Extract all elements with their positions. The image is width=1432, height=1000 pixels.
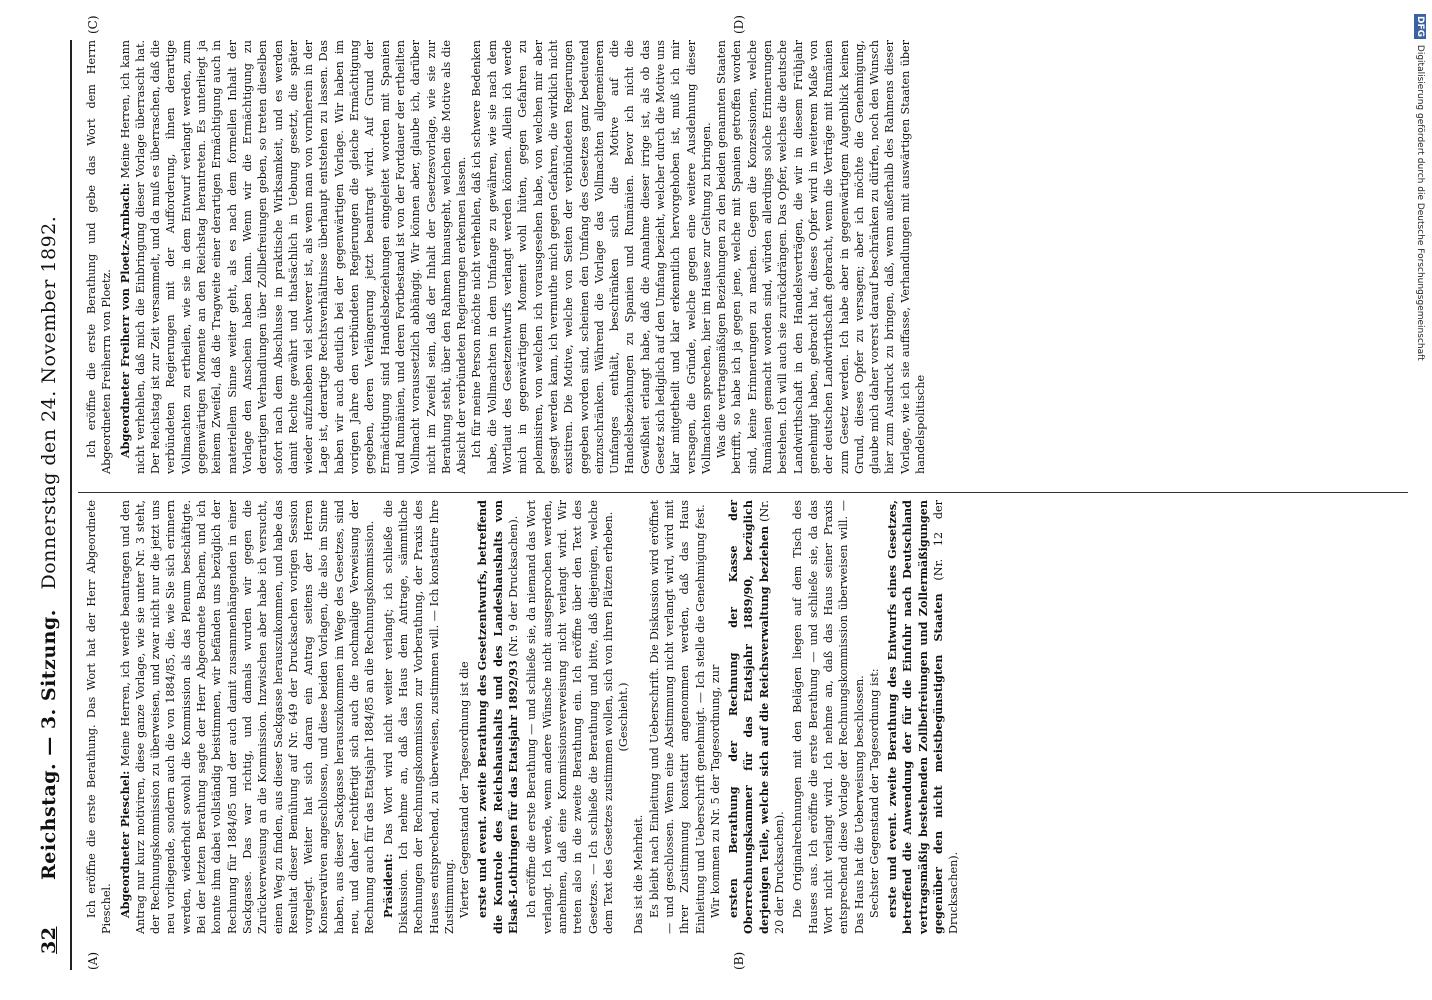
paragraph: Es bleibt nach Einleitung und Ueberschrift. Die Diskussion wird eröffnet — und geschlossen. Wenn eine Abstimmung nicht verlangt wird, wird mit Ihrer Zustimmung konstatirt angenommen werden, daß das Haus Einleitung und Ueberschrift genehmigt. — Ich stelle die Genehmigung fest. bbox=[647, 500, 707, 934]
paragraph: Das ist die Mehrheit. bbox=[632, 814, 646, 934]
agenda-item-6 bbox=[885, 500, 961, 934]
watermark-text: Digitalisierung gefördert durch die Deutsche Forschungsgemeinschaft bbox=[1415, 44, 1425, 361]
speech-text: Meine Herren, ich kann nicht verhehlen, daß mich die Einbringung dieser Vorlage überrascht hat. Der Reichstag ist zur Zeit versammelt, und da muß es überraschen, daß die verbündeten Regierungen mit der Aufforderung, ihnen derartige Vollmachten zu ertheilen, wie sie in dem Entwurf verlangt werden, zum gegenwärtigen Momente an den Reichstag herantreten. Es unterliegt ja keinem Zweifel, daß die Tragweite einer derartigen Ermächtigung auch in materiellem Sinne weiter geht, als es nach dem formellen Inhalt der Vorlage den Anschein haben kann. Wenn wir die Ermächtigung zu derartigen Verhandlungen über Zollbefreiungen geben, so treten dieselben sofort nach dem Abschlusse in praktische Wirksamkeit, und es werden damit Rechte gewährt und thatsächlich in Uebung gesetzt, die später wieder aufzuheben viel schwerer ist, als wenn man von vornherein in der Lage ist, derartige Rechtsverhältnisse überhaupt entstehen zu lassen. Das haben wir auch deutlich bei der gegenwärtigen Vorlage. Wir haben im vorigen Jahre den verbündeten Regierungen die gleiche Ermächtigung gegeben, deren Verlängerung jetzt beantragt wird. Auf Grund der Ermächtigung sind Handelsbeziehungen eingeleitet worden mit Spanien und Rumänien, und deren Fortbestand ist von der Fortdauer der ertheilten Vollmacht voraussetzlich abhängig. Wir können aber, glaube ich, darüber nicht im Zweifel sein, daß der Inhalt der Gesetzesvorlage, wie sie zur Berathung steht, über den Rahmen hinausgeht, welchen die Motive als die Absicht der verbündeten Regierungen erkennen lassen. bbox=[118, 40, 469, 474]
dfg-logo: DFG bbox=[1415, 16, 1425, 38]
agenda-ref: (Nr. 12 der Drucksachen). bbox=[932, 500, 961, 934]
margin-marker-a: (A) bbox=[86, 951, 100, 970]
stage-direction: (Geschieht.) bbox=[617, 682, 631, 752]
agenda-item-4 bbox=[475, 500, 521, 934]
running-head bbox=[38, 216, 68, 880]
margin-marker-b: (B) bbox=[732, 951, 746, 970]
page-number: 32 bbox=[38, 926, 60, 954]
speech-president bbox=[381, 500, 457, 934]
speech-pieschel bbox=[118, 500, 378, 934]
running-head-date: Donnerstag den 24. November 1892. bbox=[38, 215, 60, 590]
paragraph: Ich eröffne die erste Berathung und gebe das Wort dem Herrn Abgeordneten Freiherrn von Ploetz. bbox=[85, 40, 114, 474]
agenda-title: ersten Berathung der Rechnung der Kasse der Oberrechnungskammer für das Etatsjahr 1889/90, bezüglich derjenigen Teile, welche sich auf die Reichsverwaltung beziehen bbox=[726, 500, 771, 934]
paragraph: Sechster Gegenstand der Tagesordnung ist: bbox=[867, 668, 881, 918]
column-divider bbox=[78, 492, 1408, 493]
paragraph: Ich eröffne die erste Berathung — und schließe sie, da niemand das Wort verlangt. Ich werde, wenn andere Wünsche nicht ausgesprochen werden, annehmen, daß eine Kommissionsverweisung nicht verlangt wird. Wir treten also in die zweite Berathung ein. Ich eröffne über den Text des Gesetzes. — Ich schließe die Berathung und bitte, daß diejenigen, welche dem Text des Gesetzes zustimmen wollen, sich von ihren Plätzen erheben. bbox=[525, 500, 615, 934]
agenda-title: erste und event. zweite Berathung des Entwurfs eines Gesetzes, betreffend die Anwendung der für die Einfuhr nach Deutschland vertragsmäßig bestehenden Zollbefreiungen und Zollermäßigungen gegenüber den nicht meistbegünstigten Staaten bbox=[885, 500, 946, 934]
agenda-title: erste und event. zweite Berathung des Gesetzentwurfs, betreffend die Kontrole des Reichshaushalts und des Landeshaushalts von Elsaß-Lothringen für das Etatsjahr 1892/93 bbox=[475, 500, 521, 934]
speech-text: Das Wort wird nicht weiter verlangt; ich schließe die Diskussion. Ich nehme an, daß das Haus dem Antrage, sämmtliche Rechnungen der Rechnungskommission zur Vorberathung, der Praxis des Hauses entsprechend, zu überweisen, zustimmen will. — Ich konstatire Ihre Zustimmung. bbox=[381, 500, 456, 934]
speech-text: Meine Herren, ich werde beantragen und den Antrag nur kurz motiviren, diese ganze Vorlage, wie sie unter Nr. 3 steht, der Rechnungskommission zu überweisen, und zwar nicht nur die jetzt uns neu vorliegende, sondern auch die von 1884/85, die, wie Sie sich erinnern werden, wiederholt sowohl die Kommission als das Plenum beschäftigte. Bei der letzten Berathung sagte der Herr Abgeordnete Bachem, und ich konnte ihm dabei vollständig beistimmen, wir befänden uns bezüglich der Rechnung für 1884/85 und der auch damit zusammenhängenden in einer Sackgasse. Das war richtig, und damals wurden wir gegen die Zurückverweisung an die Kommission. Inzwischen aber habe ich versucht, einen Weg zu finden, aus dieser Sackgasse herauszukommen, und habe das Resultat dieser Bemühung auf Nr. 649 der Drucksachen vorigen Session vorgelegt. Weiter hat sich daran ein Antrag seitens der Herren Konservativen angeschlossen, und diese beiden Vorlagen, die also im Sinne haben, aus dieser Sackgasse herauszukommen im Wege des Gesetzes, sind neu, und daher rechtfertigt sich auch die nochmalige Verweisung der Rechnung auch für das Etatsjahr 1884/85 an die Rechnungskommission. bbox=[118, 500, 377, 934]
paragraph: Was die vertragsmäßigen Beziehungen zu den beiden genannten Staaten betrifft, so habe ich ja gegen jene, welche mit Spanien getroffen worden sind, keine Erinnerungen zu machen. Gegen die Konzessionen, welche Rumänien gemacht worden sind, würden allerdings solche Erinnerungen bestehen. Ich will auch sie zurückdrängen. Das Opfer, welches die deutsche Landwirthschaft in den Handelsverträgen, die wir in diesem Frühjahr genehmigt haben, gebracht hat, dieses Opfer wird in weiterem Maße von der deutschen Landwirthschaft gebracht, wenn die Verträge mit Rumänien zum Gesetz werden. Ich habe aber in gegenwärtigem Augenblick keinen Grund, dieses Opfer zu versagen; aber ich möchte die Genehmigung, glaube mich daher vorerst darauf beschränken zu dürfen, noch den Wunsch hier zum Ausdruck zu bringen, daß, wenn außerhalb des Rahmens dieser Vorlage, wie ich sie auffasse, Verhandlungen mit auswärtigen Staaten über handelspolitische bbox=[715, 40, 928, 474]
margin-marker-d: (D) bbox=[732, 15, 746, 34]
left-column bbox=[84, 500, 962, 934]
paragraph: Ich eröffne die erste Berathung. Das Wort hat der Herr Abgeordnete Pieschel. bbox=[85, 500, 114, 934]
paragraph: Wir kommen zu Nr. 5 der Tagesordnung, zur bbox=[708, 664, 722, 918]
dfg-watermark bbox=[1414, 14, 1426, 361]
agenda-ref: (Nr. 20 der Drucksachen). bbox=[757, 500, 787, 934]
paragraph: Die Originalrechnungen mit den Belägen liegen auf dem Tisch des Hauses aus. Ich eröffne die erste Berathung — und schließe sie, da das Wort nicht verlangt wird. Ich nehme an, daß das Haus seiner Praxis entsprechend diese Vorlage der Rechnungskommission überweisen will. — Das Haus hat die Ueberweisung beschlossen. bbox=[791, 500, 866, 934]
agenda-item-5 bbox=[726, 500, 787, 934]
speech-ploetz bbox=[118, 40, 470, 474]
running-head-chamber: Reichstag. — 3. Sitzung. bbox=[38, 609, 60, 880]
paragraph: Ich für meine Person möchte nicht verhehlen, daß ich schwere Bedenken habe, die Vollmachten in dem Umfange zu gewähren, wie sie nach dem Wortlaut des Gesetzentwurfs verlangt werden können. Allein ich werde mich in gegenwärtigem Moment wohl hüten, gegen Gefahren zu polemisiren, von welchen ich vorausgesehen habe, von welchen mir aber gesagt werden kann, ich vermuthe mich gegen Gefahren, die wirklich nicht existiren. Die Motive, welche von Seiten der verbündeten Regierungen gegeben worden sind, scheinen den Umfang des Gesetzes ganz bedeutend einzuschränken. Während die Vorlage das Vollmachten allgemeineren Umfanges enthält, beschränken sich die Motive auf die Handelsbeziehungen zu Spanien und Rumänien. Bevor ich nicht die Gewißheit erlangt habe, daß die Annahme dieser irrige ist, als ob das Gesetz sich lediglich auf den Umfang bezieht, welcher durch die Motive uns klar mitgetheilt und klar erkenntlich hervorgehoben ist, muß ich mir versagen, die Gründe, welche gegen eine weitere Ausdehnung dieser Vollmachten sprechen, hier im Hause zur Geltung zu bringen. bbox=[470, 40, 713, 474]
agenda-ref: (Nr. 9 der Drucksachen). bbox=[507, 515, 521, 661]
header-rule bbox=[70, 40, 72, 970]
speaker-name: Abgeordneter Pieschel: bbox=[117, 770, 132, 918]
margin-marker-c: (C) bbox=[86, 15, 100, 34]
speaker-name: Präsident: bbox=[380, 853, 395, 918]
speaker-name: Abgeordneter Freiherr von Ploetz-Arnbach: bbox=[117, 182, 132, 458]
right-column bbox=[84, 40, 928, 474]
paragraph: Vierter Gegenstand der Tagesordnung ist die bbox=[458, 661, 472, 918]
